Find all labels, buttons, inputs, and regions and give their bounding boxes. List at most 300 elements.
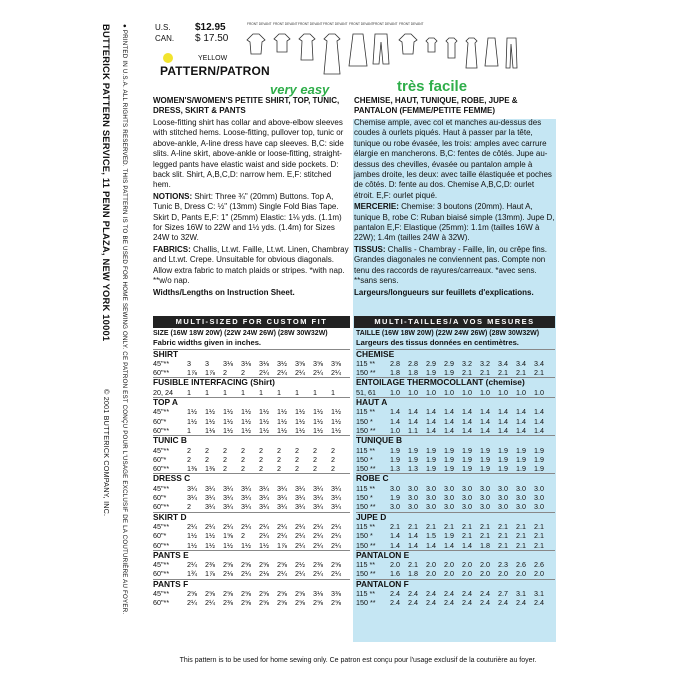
sketch-label-6: FRONT DEVANT (373, 22, 398, 26)
can-label: CAN. (155, 34, 175, 43)
yardage-cell: 1.9 (516, 464, 526, 474)
yardage-cell: 2.4 (408, 598, 418, 608)
yardage-cell: 2 (331, 445, 335, 455)
yardage-cell: 3.0 (534, 483, 544, 493)
yardage-cell: 2.9 (426, 358, 436, 368)
yardage-cell: 3½ (277, 358, 287, 368)
yardage-cell: 1.9 (462, 454, 472, 464)
yardage-cell: 3⅛ (259, 358, 269, 368)
yardage-cell: 2 (331, 454, 335, 464)
fabric-width-cell: 45"** (153, 589, 170, 599)
yardage-cell: 2.1 (516, 368, 526, 378)
yardage-cell: 3.0 (480, 502, 490, 512)
yardage-cell: 1.4 (498, 407, 508, 417)
yardage-cell: 2 (223, 445, 227, 455)
yardage-cell: 1½ (331, 416, 341, 426)
yardage-cell: 2⅝ (223, 560, 233, 570)
yardage-cell: 2.0 (498, 569, 508, 579)
section-heading: ROBE C (356, 473, 555, 483)
yardage-cell: 2.1 (516, 531, 526, 541)
yardage-cell: 2.4 (426, 589, 436, 599)
yardage-table-english (153, 329, 350, 608)
fabric-width-cell: 150 ** (356, 368, 376, 378)
yardage-cell: 2.1 (498, 531, 508, 541)
yardage-cell: 2.1 (534, 540, 544, 550)
yardage-cell: 1.4 (498, 425, 508, 435)
yardage-cell: 1.9 (462, 445, 472, 455)
fabrics-text: Challis, Lt.wt. Faille, Lt.wt. Linen, Chambray and Lt.wt. Crepe. Unsuitable for obvious diagonals. Allow extra fabric to match plaids or stripes. *with nap. **w/o nap. (153, 244, 349, 286)
yardage-cell: 1.4 (462, 540, 472, 550)
yardage-cell: 2¼ (277, 521, 287, 531)
table-row (153, 589, 350, 598)
yardage-cell: 2¼ (313, 540, 323, 550)
yardage-cell: 1.9 (444, 454, 454, 464)
yardage-cell: 1½ (331, 425, 341, 435)
yardage-cell: 3.0 (462, 502, 472, 512)
yardage-cell: 2.4 (498, 598, 508, 608)
yardage-cell: 1.4 (390, 540, 400, 550)
yardage-cell: 2⅝ (313, 598, 323, 608)
yardage-cell: 3.0 (534, 493, 544, 503)
notions-label: NOTIONS: (153, 191, 193, 201)
table-row (356, 464, 555, 473)
yardage-cell: 2.4 (516, 598, 526, 608)
fabric-width-cell: 60"** (153, 598, 170, 608)
yardage-cell: 1.0 (390, 387, 400, 397)
yardage-cell: 1.4 (534, 425, 544, 435)
largeur-note: Largeurs des tissus données en centimètres. (356, 338, 519, 348)
yardage-cell: 3.0 (408, 502, 418, 512)
yardage-cell: 1.8 (408, 368, 418, 378)
yardage-cell: 3¼ (313, 502, 323, 512)
yardage-cell: 1 (187, 387, 191, 397)
yardage-cell: 1½ (277, 425, 287, 435)
yardage-cell: 2 (277, 454, 281, 464)
yardage-cell: 2⅛ (223, 569, 233, 579)
mercerie-text: Chemise: 3 boutons (20mm). Haut A, tunique B, robe C: Ruban biaisé simple (13mm). Jupe D, pantalon E,F: Elastique (25mm): 1.1m (tailles 16W à 22W); 1.4m (tailles 24W à 32W). (354, 202, 555, 243)
yardage-cell: 2.0 (444, 560, 454, 570)
table-row (153, 598, 350, 607)
yardage-cell: 3¼ (295, 502, 305, 512)
yardage-cell: 1.4 (426, 416, 436, 426)
yardage-cell: 2¼ (223, 521, 233, 531)
fabric-width-cell: 45"** (153, 560, 170, 570)
yardage-cell: 2 (259, 445, 263, 455)
yardage-cell: 1½ (187, 531, 197, 541)
yardage-cell: 3.0 (426, 493, 436, 503)
yardage-cell: 1.4 (408, 531, 418, 541)
fabric-width-cell: 60"** (153, 464, 170, 474)
table-row (356, 407, 555, 416)
yardage-cell: 2 (241, 368, 245, 378)
yardage-cell: 1½ (241, 425, 251, 435)
fabric-width-cell: 115 ** (356, 483, 376, 493)
yardage-cell: 2 (295, 454, 299, 464)
sketch-label-7: FRONT DEVANT (399, 22, 424, 26)
table-row (153, 426, 350, 435)
yardage-cell: 3¼ (205, 493, 215, 503)
yardage-cell: 2.1 (498, 368, 508, 378)
yardage-cell: 2¼ (331, 569, 341, 579)
yardage-cell: 2 (277, 445, 281, 455)
sketch-small-1 (426, 38, 437, 52)
table-row (153, 446, 350, 455)
yardage-cell: 2.0 (426, 560, 436, 570)
notions-text: Shirt: Three ¾" (20mm) Buttons. Top A, Tunic B, Dress C: ½" (13mm) Single Fold Bias Tape. Skirt D, Pants E,F: 1" (25mm) Elastic: 1⅛ yds. (1.1m) for Sizes 16W to 22W and 1½ yds. (1.4m) for Sizes 24W to 32W. (153, 191, 342, 243)
yardage-cell: 2.4 (390, 598, 400, 608)
fabrics-label: FABRICS: (153, 244, 191, 254)
yardage-cell: 3.0 (426, 502, 436, 512)
yardage-cell: 2⅜ (313, 560, 323, 570)
sketch-skirt-front (349, 34, 367, 66)
yardage-cell: 1.9 (390, 445, 400, 455)
widths-note: Widths/Lengths on Instruction Sheet. (153, 287, 295, 297)
yardage-cell: 3¼ (223, 502, 233, 512)
yardage-cell: 2.0 (390, 560, 400, 570)
yardage-cell: 2¼ (295, 531, 305, 541)
yardage-cell: 1.9 (498, 445, 508, 455)
table-row (356, 484, 555, 493)
yardage-cell: 2.0 (534, 569, 544, 579)
table-row (356, 522, 555, 531)
yardage-cell: 1.9 (408, 445, 418, 455)
yardage-cell: 1½ (295, 407, 305, 417)
yardage-cell: 1⅜ (187, 464, 197, 474)
yardage-cell: 3.0 (462, 483, 472, 493)
yardage-cell: 1.0 (498, 387, 508, 397)
yardage-cell: 3.0 (444, 502, 454, 512)
yardage-cell: 1.9 (516, 454, 526, 464)
yardage-cell: 1½ (223, 540, 233, 550)
yardage-cell: 2⅝ (295, 598, 305, 608)
table-row (356, 531, 555, 540)
yardage-cell: 1.9 (426, 368, 436, 378)
yardage-cell: 2.1 (534, 368, 544, 378)
footer-note: This pattern is to be used for home sewing only. Ce patron est conçu pour l'usage exclusif de la couturière au foyer. (179, 657, 537, 664)
yardage-cell: 2.4 (408, 589, 418, 599)
yardage-cell: 2 (223, 368, 227, 378)
yardage-cell: 1.4 (426, 540, 436, 550)
yardage-cell: 1.9 (534, 454, 544, 464)
yardage-cell: 1.9 (426, 445, 436, 455)
yardage-cell: 2 (187, 445, 191, 455)
section-heading: CHEMISE (356, 349, 555, 359)
yardage-cell: 1.4 (498, 416, 508, 426)
yardage-cell: 1.9 (462, 464, 472, 474)
yardage-cell: 3.1 (516, 589, 526, 599)
yardage-cell: 2⅛ (259, 569, 269, 579)
yardage-cell: 2.4 (444, 598, 454, 608)
yardage-cell: 1⅜ (205, 464, 215, 474)
yardage-cell: 3¼ (241, 483, 251, 493)
yardage-cell: 1.8 (480, 540, 490, 550)
yardage-cell: 2¼ (295, 569, 305, 579)
yardage-cell: 2¼ (331, 368, 341, 378)
yardage-cell: 2.6 (534, 560, 544, 570)
fabric-width-cell: 115 ** (356, 589, 376, 599)
yardage-cell: 1.4 (480, 407, 490, 417)
publisher-address: BUTTERICK PATTERN SERVICE, 11 PENN PLAZA, NEW YORK 10001 (101, 24, 112, 342)
yardage-cell: 1 (241, 387, 245, 397)
yardage-cell: 1.0 (534, 387, 544, 397)
yardage-cell: 1 (295, 387, 299, 397)
yardage-cell: 2.9 (444, 358, 454, 368)
yardage-cell: 3¼ (187, 483, 197, 493)
yardage-cell: 1½ (187, 416, 197, 426)
fabric-width-cell: 45"** (153, 445, 170, 455)
yardage-cell: 2⅝ (277, 598, 287, 608)
yardage-cell: 2 (331, 464, 335, 474)
yardage-cell: 1 (223, 387, 227, 397)
yardage-cell: 1½ (223, 425, 233, 435)
fabric-width-cell: 150 ** (356, 502, 376, 512)
yardage-cell: 1 (313, 387, 317, 397)
yardage-cell: 2.0 (462, 569, 472, 579)
yardage-cell: 3¼ (259, 483, 269, 493)
yardage-cell: 1.4 (408, 407, 418, 417)
yardage-cell: 2.4 (426, 598, 436, 608)
table-row (356, 493, 555, 502)
yardage-cell: 3.0 (534, 502, 544, 512)
yardage-cell: 3.4 (498, 358, 508, 368)
sketch-small-3 (466, 38, 477, 68)
table-row (153, 368, 350, 377)
price-block (155, 22, 228, 44)
fabric-width-cell: 115 ** (356, 407, 376, 417)
yardage-cell: 1½ (241, 540, 251, 550)
us-label: U.S. (155, 23, 171, 32)
yardage-cell: 1.0 (462, 387, 472, 397)
sketch-label-3: FRONT DEVANT (298, 22, 323, 26)
yardage-cell: 1.4 (534, 407, 544, 417)
yardage-cell: 3¼ (295, 483, 305, 493)
french-description (354, 96, 555, 298)
yardage-cell: 1⅞ (205, 569, 215, 579)
yardage-cell: 1½ (259, 416, 269, 426)
yardage-cell: 3.2 (480, 358, 490, 368)
yardage-cell: 2.1 (462, 521, 472, 531)
yardage-cell: 1.4 (408, 540, 418, 550)
yardage-cell: 1⅞ (187, 368, 197, 378)
yardage-cell: 3¼ (277, 493, 287, 503)
yardage-cell: 2 (241, 445, 245, 455)
yardage-cell: 3¼ (295, 493, 305, 503)
table-row (153, 417, 350, 426)
yardage-cell: 2¼ (313, 368, 323, 378)
yardage-cell: 2¼ (241, 569, 251, 579)
yardage-cell: 2 (259, 454, 263, 464)
yardage-cell: 2¼ (277, 531, 287, 541)
yardage-cell: 3 (205, 358, 209, 368)
yardage-cell: 3 (187, 358, 191, 368)
yardage-cell: 2⅝ (277, 589, 287, 599)
yardage-cell: 2¼ (205, 598, 215, 608)
yardage-cell: 2 (313, 445, 317, 455)
yardage-cell: 3¼ (313, 483, 323, 493)
yardage-cell: 1½ (259, 540, 269, 550)
yardage-cell: 3¼ (241, 502, 251, 512)
yardage-cell: 2.0 (426, 569, 436, 579)
sketch-label-1: FRONT DEVANT (247, 22, 272, 26)
yardage-cell: 1½ (241, 407, 251, 417)
us-price: $12.95 (195, 22, 226, 33)
yardage-cell: 3.0 (516, 502, 526, 512)
yardage-cell: 1½ (295, 425, 305, 435)
table-row (356, 446, 555, 455)
english-title: WOMEN'S/WOMEN'S PETITE SHIRT, TOP, TUNIC, DRESS, SKIRT & PANTS (153, 96, 340, 115)
yardage-cell: 1.9 (444, 368, 454, 378)
table-row (153, 531, 350, 540)
yardage-cell: 3¼ (205, 483, 215, 493)
yardage-cell: 2.1 (480, 368, 490, 378)
yardage-cell: 1½ (313, 407, 323, 417)
table-row (153, 560, 350, 569)
table-row (153, 541, 350, 550)
yardage-cell: 1.9 (444, 464, 454, 474)
fabric-width-cell: 115 ** (356, 560, 376, 570)
yardage-cell: 1.4 (462, 425, 472, 435)
yardage-cell: 3⅛ (223, 358, 233, 368)
yardage-cell: 2 (187, 454, 191, 464)
yardage-cell: 3¼ (259, 493, 269, 503)
fabric-width-cell: 60"** (153, 540, 170, 550)
table-row (153, 464, 350, 473)
largeurs-note: Largeurs/longueurs sur feuillets d'explications. (354, 287, 534, 297)
yardage-cell: 2⅝ (259, 598, 269, 608)
yardage-cell: 2¼ (331, 540, 341, 550)
table-row (153, 493, 350, 502)
yardage-cell: 2 (241, 464, 245, 474)
table-row (153, 502, 350, 511)
yardage-cell: 1⅛ (205, 425, 215, 435)
yardage-cell: 3.0 (444, 483, 454, 493)
yardage-cell: 1½ (205, 531, 215, 541)
yardage-cell: 3.0 (462, 493, 472, 503)
yardage-cell: 2.0 (444, 569, 454, 579)
yardage-cell: 2.1 (462, 368, 472, 378)
yardage-cell: 1.0 (408, 387, 418, 397)
yardage-cell: 1.0 (444, 387, 454, 397)
yardage-cell: 2⅝ (187, 589, 197, 599)
table-row (356, 569, 555, 578)
yardage-cell: 1.9 (498, 464, 508, 474)
yardage-cell: 2¼ (187, 598, 197, 608)
yardage-cell: 2⅝ (295, 589, 305, 599)
section-heading: JUPE D (356, 512, 555, 522)
fabric-width-cell: 45"** (153, 407, 170, 417)
yardage-cell: 2.3 (498, 560, 508, 570)
yardage-cell: 1.9 (444, 531, 454, 541)
yardage-cell: 1 (331, 387, 335, 397)
yellow-color-dot-icon (163, 53, 173, 63)
yardage-cell: 1½ (313, 416, 323, 426)
yardage-cell: 1.4 (462, 407, 472, 417)
yardage-cell: 2 (277, 464, 281, 474)
yardage-cell: 1.4 (426, 425, 436, 435)
yardage-cell: 1⅞ (277, 540, 287, 550)
yardage-cell: 2¼ (277, 569, 287, 579)
multi-tailles-bar: MULTI-TAILLES/A VOS MESURES (354, 316, 555, 328)
yardage-cell: 1.6 (390, 569, 400, 579)
fabric-width-cell: 20, 24 (153, 387, 173, 397)
yardage-cell: 2 (295, 445, 299, 455)
size-header: SIZE (16W 18W 20W) (22W 24W 26W) (28W 30W32W) (153, 330, 328, 337)
fabric-width-cell: 60"** (153, 502, 170, 512)
yardage-cell: 3⅜ (331, 589, 341, 599)
fabric-width-cell: 115 ** (356, 358, 376, 368)
fabric-width-cell: 60"** (153, 425, 170, 435)
table-row (356, 359, 555, 368)
can-price: $ 17.50 (195, 33, 229, 44)
yardage-cell: 2¼ (259, 521, 269, 531)
very-easy-label: very easy (270, 82, 330, 97)
yardage-cell: 1.9 (534, 445, 544, 455)
yardage-cell: 2 (259, 464, 263, 474)
printed-notice-text: ● PRINTED IN U.S.A. ALL RIGHTS RESERVED. THIS PATTERN IS TO BE USED FOR HOME SEWING ONLY. CE PATRON EST CONÇU POUR L'USAGE EXCLUSIF DE LA COUTURIÈRE AU FOYER. (121, 24, 128, 615)
fabric-width-cell: 60"** (153, 569, 170, 579)
section-heading: SHIRT (153, 349, 350, 359)
yardage-cell: 2¼ (295, 521, 305, 531)
yardage-cell: 2⅝ (277, 560, 287, 570)
yardage-cell: 1.9 (408, 454, 418, 464)
fabric-width-cell: 150 * (356, 416, 373, 426)
yardage-cell: 2 (187, 502, 191, 512)
sketch-pants-front (373, 34, 389, 64)
yardage-cell: 2.1 (498, 521, 508, 531)
table-row (153, 359, 350, 368)
yardage-cell: 1½ (277, 416, 287, 426)
yardage-cell: 2.1 (444, 521, 454, 531)
yardage-cell: 1.4 (516, 425, 526, 435)
yardage-cell: 1½ (277, 407, 287, 417)
section-heading: SKIRT D (153, 512, 350, 522)
yardage-cell: 1½ (223, 407, 233, 417)
table-row (153, 484, 350, 493)
sketch-top-front (274, 34, 290, 52)
yardage-cell: 2¼ (277, 368, 287, 378)
yardage-cell: 2.0 (480, 560, 490, 570)
yardage-cell: 2¼ (241, 521, 251, 531)
section-heading: PANTALON E (356, 550, 555, 560)
fabric-width-cell: 60"* (153, 416, 167, 426)
copyright-text: © 2001 BUTTERICK COMPANY, INC. (102, 389, 111, 517)
french-title: CHEMISE, HAUT, TUNIQUE, ROBE, JUPE & PANTALON (FEMME/PETITE FEMME) (354, 96, 518, 115)
yardage-cell: 1.4 (516, 407, 526, 417)
yardage-cell: 2.0 (480, 569, 490, 579)
yardage-cell: 3¼ (223, 483, 233, 493)
yardage-cell: 2 (313, 454, 317, 464)
table-row (356, 598, 555, 607)
yardage-cell: 1.4 (390, 407, 400, 417)
fabric-width-cell: 150 * (356, 454, 373, 464)
yardage-cell: 1.4 (480, 416, 490, 426)
yardage-cell: 2.1 (408, 521, 418, 531)
fabric-width-cell: 51, 61 (356, 387, 376, 397)
yardage-cell: 1½ (205, 540, 215, 550)
yardage-cell: 2¼ (313, 569, 323, 579)
yardage-cell: 1.9 (480, 464, 490, 474)
yardage-cell: 2 (313, 464, 317, 474)
section-heading: DRESS C (153, 473, 350, 483)
yardage-cell: 1½ (313, 425, 323, 435)
yardage-cell: 3¼ (331, 483, 341, 493)
yardage-cell: 3.0 (498, 493, 508, 503)
sketch-label-4: FRONT DEVANT (323, 22, 348, 26)
yardage-cell: 2.8 (408, 358, 418, 368)
yardage-cell: 3⅝ (313, 358, 323, 368)
yardage-cell: 1.3 (408, 464, 418, 474)
sketch-shirt-back (399, 34, 417, 54)
